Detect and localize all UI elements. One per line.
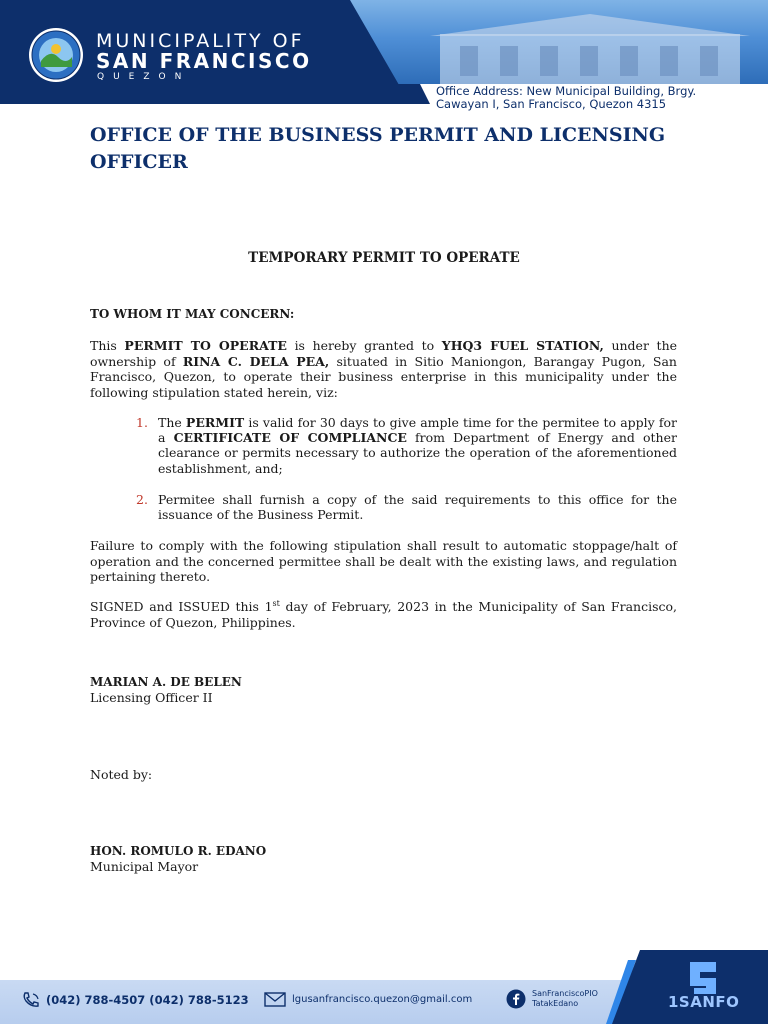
list-number: 1. [136, 415, 148, 430]
text-run: from Department of Energy and other clearance or permits necessary to authorize the operation of the aforementioned establishment, and; [158, 430, 677, 476]
facebook-page-1: SanFranciscoPIO [532, 989, 598, 998]
text-run: situated in Sitio Maniongon, Barangay Pugon, San Francisco, Quezon, to operate their business enterprise in this municipality under the following stipulation stated herein, viz: [90, 353, 677, 400]
certificate-term: CERTIFICATE OF COMPLIANCE [173, 430, 407, 446]
text-run: Permitee shall furnish a copy of the said requirements to this office for the issuance of the Business Permit. [158, 492, 677, 523]
phone-numbers: (042) 788-4507 (042) 788-5123 [46, 993, 249, 1007]
municipal-building-photo [330, 0, 768, 84]
municipality-name: SAN FRANCISCO [96, 49, 312, 73]
office-title: OFFICE OF THE BUSINESS PERMIT AND LICENSING OFFICER [90, 124, 666, 173]
letter-footer [0, 980, 768, 1024]
signatory-name: HON. ROMULO R. EDANO [90, 844, 267, 858]
signatory-title: Municipal Mayor [90, 859, 199, 874]
text-run: is valid for 30 days to give ample time for the permitee to apply for a [158, 415, 677, 446]
isanfo-logo-text: 1SANFO [668, 993, 740, 1011]
text-run: The [158, 415, 186, 430]
building-illustration [420, 14, 760, 84]
signed-paragraph [90, 599, 677, 630]
letterhead [0, 0, 768, 112]
text-run: day of February, 2023 in the Municipality of San Francisco, Province of Quezon, Philippines. [90, 599, 677, 630]
text-run: This [90, 338, 125, 353]
facebook-page-2: TatakEdano [532, 999, 579, 1008]
text-run: SIGNED and ISSUED this 1 [90, 599, 273, 614]
facebook-icon [506, 989, 526, 1009]
failure-paragraph: Failure to comply with the following stipulation shall result to automatic stoppage/halt of operation and the concerned permittee shall be dealt with the existing laws, and regulation pertaining thereto. [90, 538, 677, 585]
document-title: TEMPORARY PERMIT TO OPERATE [248, 250, 520, 266]
municipal-seal-icon [28, 27, 84, 83]
signatory-licensing-officer [90, 674, 242, 706]
permit-term: PERMIT [185, 415, 245, 430]
text-run: is hereby granted to [286, 338, 442, 353]
ordinal-suffix: st [272, 598, 280, 608]
signatory-mayor [90, 843, 266, 875]
signatory-title: Licensing Officer II [90, 690, 213, 705]
address-line-1: Office Address: New Municipal Building, Brgy. [436, 84, 697, 98]
permit-term: PERMIT TO OPERATE [124, 338, 287, 353]
office-address [436, 85, 766, 111]
grant-paragraph [90, 338, 677, 400]
business-name: YHQ3 FUEL STATION, [441, 338, 604, 353]
salutation: TO WHOM IT MAY CONCERN: [90, 307, 295, 321]
phone-icon [22, 992, 40, 1008]
email-address: lgusanfrancisco.quezon@gmail.com [292, 994, 473, 1005]
footer-email [264, 992, 472, 1007]
footer-facebook [506, 989, 598, 1009]
stipulation-item-2 [136, 492, 677, 522]
address-line-2: Cawayan I, San Francisco, Quezon 4315 [436, 97, 667, 111]
stipulation-item-1 [136, 415, 677, 476]
list-item [136, 415, 677, 476]
text-run: under the ownership of [90, 338, 678, 369]
envelope-icon [264, 992, 286, 1007]
owner-name: RINA C. DELA PEA, [182, 353, 330, 369]
footer-phone [22, 992, 249, 1008]
list-number: 2. [136, 492, 148, 507]
facebook-pages [532, 989, 598, 1009]
noted-by-label: Noted by: [90, 767, 153, 782]
signatory-name: MARIAN A. DE BELEN [90, 675, 242, 689]
municipality-label: MUNICIPALITY OF [96, 30, 305, 52]
list-item [136, 492, 677, 522]
province-name: QUEZON [97, 72, 191, 82]
